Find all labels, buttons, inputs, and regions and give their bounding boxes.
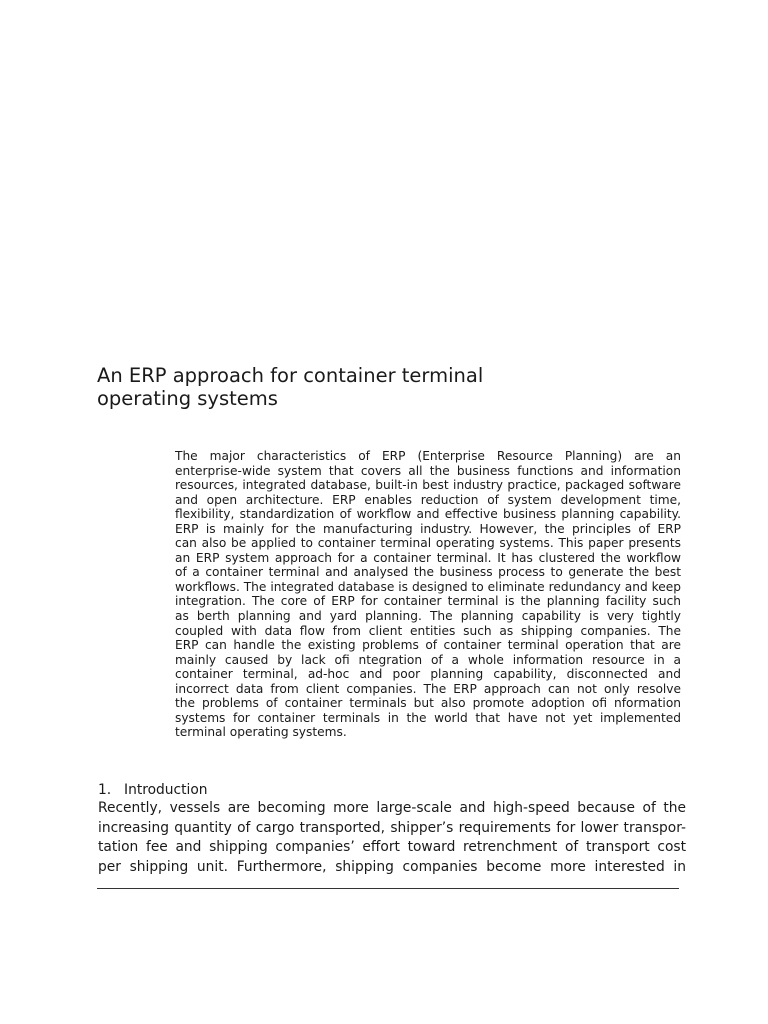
abstract-line: integration. The core of ERP for container terminal is the planning facility such (175, 594, 681, 609)
abstract-line: resources, integrated database, built-in best industry practice, packaged software (175, 478, 681, 493)
abstract-line: the problems of container terminals but also promote adoption ofi nformation (175, 696, 681, 711)
section-number: 1. (98, 782, 112, 798)
abstract-line: enterprise-wide system that covers all the business functions and information (175, 463, 681, 478)
abstract-line: as berth planning and yard planning. The planning capability is very tightly (175, 609, 681, 624)
paper-title-line: operating systems (97, 387, 278, 410)
body-line: tation fee and shipping companies’ effort toward retrenchment of transport cost (98, 839, 686, 855)
abstract-line: ERP can handle the existing problems of container terminal operation that are (175, 638, 681, 653)
footnote-divider (97, 888, 679, 889)
abstract-line: an ERP system approach for a container terminal. It has clustered the workflow (175, 550, 681, 565)
abstract-line: The major characteristics of ERP (Enterprise Resource Planning) are an (175, 449, 681, 463)
paper-title-line: An ERP approach for container terminal (97, 364, 484, 387)
paper-title (97, 364, 577, 410)
abstract-line: terminal operating systems. (175, 725, 347, 740)
abstract-line: incorrect data from client companies. The ERP approach can not only resolve (175, 681, 681, 696)
abstract-line: systems for container terminals in the world that have not yet implemented (175, 710, 681, 725)
body-line: per shipping unit. Furthermore, shipping companies become more interested in (98, 858, 686, 875)
section-heading (98, 782, 208, 799)
abstract-line: workflows. The integrated database is designed to eliminate redundancy and keep (175, 579, 681, 594)
abstract-line: of a container terminal and analysed the business process to generate the best (175, 565, 681, 580)
abstract (175, 449, 681, 740)
abstract-line: flexibility, standardization of workflow and effective business planning capability. (175, 507, 681, 522)
abstract-line: ERP is mainly for the manufacturing industry. However, the principles of ERP (175, 521, 681, 536)
body-text (98, 799, 686, 877)
body-line: increasing quantity of cargo transported, shipper’s requirements for lower transpor- (98, 819, 686, 836)
abstract-line: can also be applied to container terminal operating systems. This paper presents (175, 536, 681, 551)
abstract-line: and open architecture. ERP enables reduction of system development time, (175, 492, 681, 507)
section-title: Introduction (124, 782, 208, 798)
body-line: Recently, vessels are becoming more large-scale and high-speed because of the (98, 800, 686, 816)
abstract-line: container terminal, ad-hoc and poor planning capability, disconnected and (175, 667, 681, 682)
abstract-line: coupled with data flow from client entities such as shipping companies. The (175, 623, 681, 638)
abstract-line: mainly caused by lack ofi ntegration of a whole information resource in a (175, 652, 681, 667)
